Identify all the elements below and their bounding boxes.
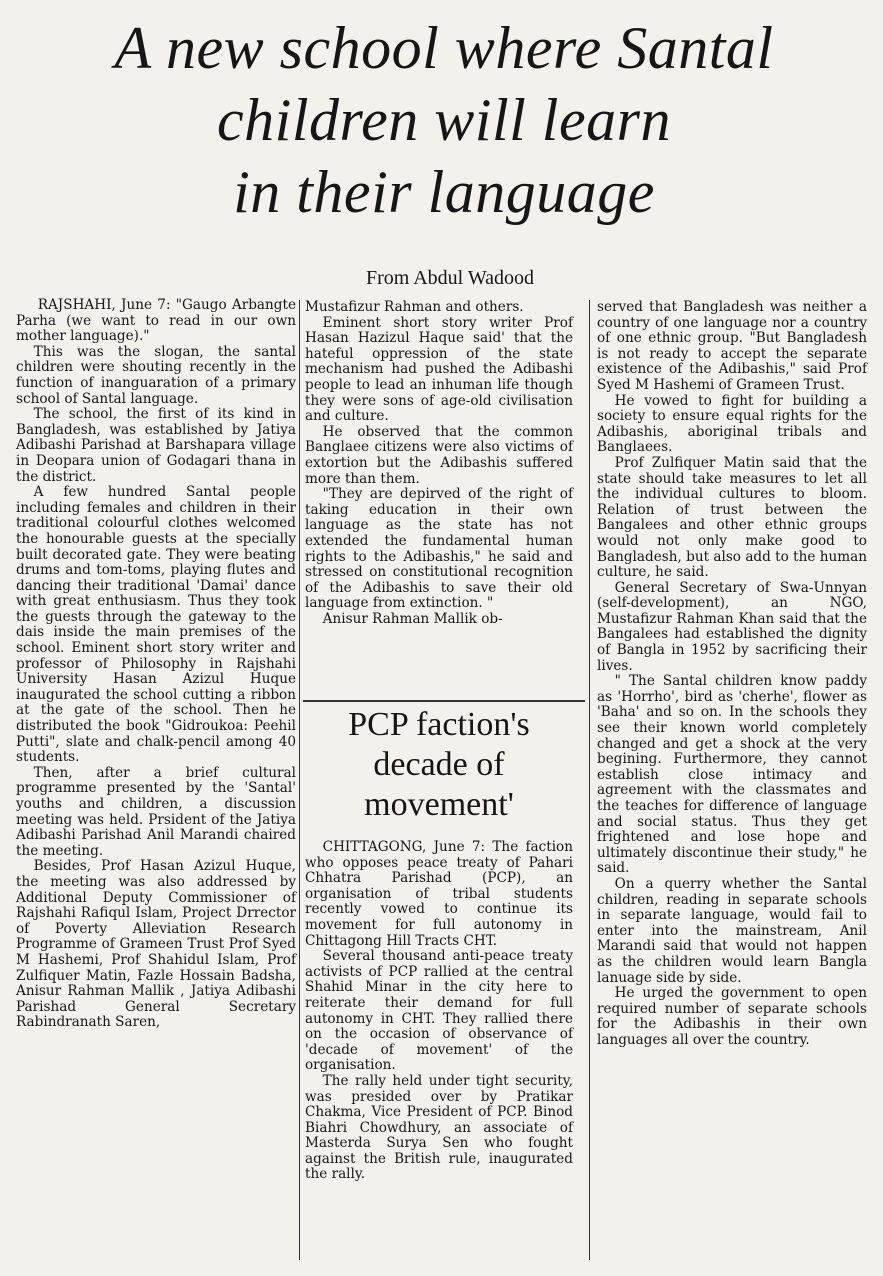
sidebar-headline-line-1: PCP faction's (348, 706, 530, 743)
sidebar-top-rule (303, 700, 585, 702)
paragraph: General Secretary of Swa-Unnyan (self-development), an NGO, Mustafizur Rahman Khan said that the Bangalees had established the dignity of Bangla in 1952 by sacrificing their lives. (597, 579, 867, 674)
article-column-1 (16, 298, 296, 1031)
paragraph: He observed that the common Banglaee citizens were also victims of extortion but the Adibashis suffered more than them. (305, 423, 573, 487)
paragraph: He urged the government to open required number of separate schools for the Adibashis in their own languages all over the country. (597, 985, 867, 1048)
headline-line-3: in their language (233, 159, 655, 225)
sidebar-headline-line-3: movement' (364, 786, 514, 823)
column-rule (589, 300, 590, 1260)
paragraph: "They are depirved of the right of taking education in their own language as the state has not extended the fundamental human rights to the Adibashis," he said and stressed on constitutional recognition of the Adibashis to save their old language from extinction. " (305, 486, 573, 612)
article-column-2 (305, 300, 573, 627)
sidebar-story (305, 840, 573, 1183)
sidebar-headline (305, 705, 573, 825)
paragraph: Besides, Prof Hasan Azizul Huque, the meeting was also addressed by Additional Deputy Commissioner of Rajshahi Rafiqul Islam, Project Drrector of Poverty Alleviation Research Programme of Grameen Trust Prof Syed M Hashemi, Prof Shahidul Islam, Prof Zulfiquer Matin, Fazle Hossain Badsha, Anisur Rahman Mallik , Jatiya Adibashi Parishad General Secretary Rabindranath Saren, (16, 858, 296, 1031)
column-rule (299, 300, 300, 1260)
paragraph: RAJSHAHI, June 7: "Gaugo Arbangte Parha (we want to read in our own mother language)." (16, 297, 296, 345)
paragraph: This was the slogan, the santal children were shouting recently in the function of inanguaration of a primary school of Santal language. (16, 343, 296, 407)
paragraph: Mustafizur Rahman and others. (305, 299, 524, 315)
article-headline (14, 12, 874, 228)
paragraph: Eminent short story writer Prof Hasan Hazizul Haque said' that the hateful oppression of the state mechanism had pushed the Adibashi people to lead an inhuman life though they were sons of age-old civilisation and culture. (305, 314, 573, 425)
paragraph: CHITTAGONG, June 7: The faction who opposes peace treaty of Pahari Chhatra Parishad (PCP), an organisation of tribal students recently vowed to continue its movement for full autonomy in Chittagong Hill Tracts CHT. (305, 839, 573, 949)
paragraph: On a querry whether the Santal children, reading in separate schools in separate language, would fail to enter into the mainstream, Anil Marandi said that would not happen as the children would learn Bangla lanuage side by side. (597, 875, 867, 986)
paragraph: Anisur Rahman Mallik ob- (322, 610, 503, 627)
byline: From Abdul Wadood (365, 267, 535, 289)
headline-line-1: A new school where Santal (114, 15, 774, 81)
article-column-3 (597, 300, 867, 1049)
paragraph: Then, after a brief cultural programme presented by the 'Santal' youths and children, a discussion meeting was held. Prsident of the Jatiya Adibashi Parishad Anil Marandi chaired the meeting. (16, 764, 296, 859)
paragraph: served that Bangladesh was neither a country of one language nor a country of one ethnic group. "But Bangladesh is not ready to accept the separate existence of the Adibashis," said Prof Syed M Hashemi of Grameen Trust. (597, 299, 867, 393)
paragraph: Several thousand anti-peace treaty activists of PCP rallied at the central Shahid Minar in the city here to reiterate their demand for full autonomy in CHT. They rallied there on the occasion of observance of 'decade of movement' of the organisation. (305, 948, 573, 1074)
paragraph: The school, the first of its kind in Bangladesh, was established by Jatiya Adibashi Parishad at Barshapara village in Deopara union of Godagari thana in the district. (16, 406, 296, 485)
headline-line-2: children will learn (217, 87, 671, 153)
paragraph: The rally held under tight security, was presided over by Pratikar Chakma, Vice President of PCP. Binod Biahri Chowdhury, an associate of Masterda Surya Sen who fought against the British rule, inaugurated the rally. (305, 1072, 573, 1183)
paragraph: Prof Zulfiquer Matin said that the state should take measures to let all the individual cultures to bloom. Relation of trust between the Bangalees and other ethnic groups would not only make good to Bangladesh, but also add to the human culture, he said. (597, 454, 867, 581)
paragraph: " The Santal children know paddy as 'Horrho', bird as 'cherhe', flower as 'Baha' and so on. In the schools they see their known world completely changed and get a shock at the very begining. Furthermore, they cannot establish close intimacy and agreement with the classmates and the teaches for difference of language and social status. Thus they get frightened and lose hope and ultimately discontinue their study," he said. (597, 673, 867, 877)
sidebar-headline-line-2: decade of (373, 746, 505, 783)
paragraph: A few hundred Santal people including females and children in their traditional colourful clothes welcomed the honourable guests at the specially built decorated gate. They were beating drums and tom-toms, playing flutes and dancing their traditional 'Damai' dance with great enthusiasm. Thus they took the guests through the gateway to the dais inside the main premises of the school. Eminent short story writer and professor of Philosophy in Rajshahi University Hasan Azizul Huque inaugurated the school cutting a ribbon at the gate of the school. Then he distributed the book "Gidroukoa: Peehil Putti", slate and chalk-pencil among 40 students. (16, 484, 296, 766)
paragraph: He vowed to fight for building a society to ensure equal rights for the Adibashis, aboriginal tribals and Banglaees. (597, 392, 867, 456)
